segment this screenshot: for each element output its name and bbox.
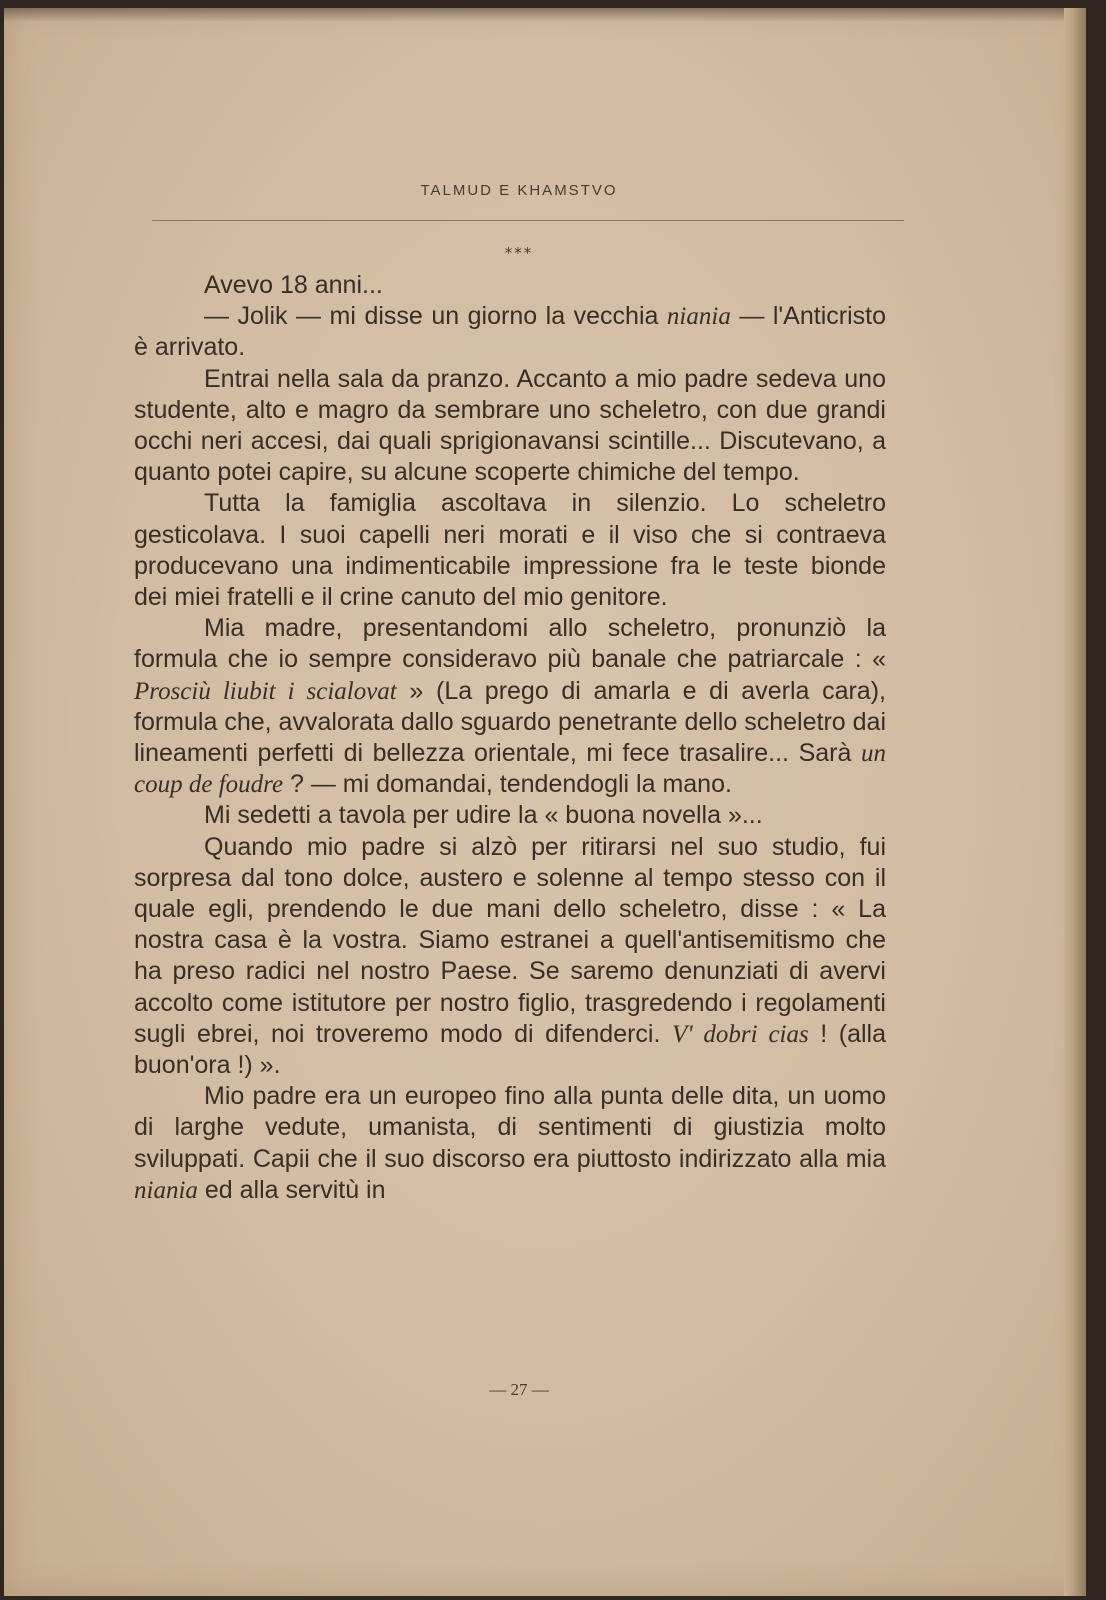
text-run: Entrai nella sala da pranzo. Accanto a mio padre sedeva uno studente, alto e magro da sembrare uno scheletro, con due grandi occhi neri accesi, dai quali sprigionavansi scintille... Discutevano, a quanto potei capire, su alcune scoperte chimiche del tempo. [134, 364, 886, 487]
text-run: — Jolik — mi disse un giorno la vecchia [204, 302, 667, 331]
book-page [4, 8, 1086, 1596]
paragraph [134, 488, 886, 613]
text-run: ed alla servitù in [197, 1175, 386, 1204]
italic-phrase: niania [666, 303, 731, 331]
paragraph [134, 1081, 886, 1206]
text-run: Tutta la famiglia ascoltava in silenzio. Lo scheletro gesticolava. I suoi capelli neri morati e il viso che si contraeva producevano una indimenticabile impressione fra le teste bionde dei miei fratelli e il crine canuto del mio genitore. [134, 489, 886, 612]
page-edge [1064, 8, 1086, 1596]
paragraph [134, 832, 886, 1082]
italic-phrase: niania [134, 1176, 198, 1204]
paragraph [134, 270, 886, 301]
section-ornament: *** [504, 244, 534, 262]
body-text [134, 270, 886, 1206]
text-run: ? — mi domandai, tendendogli la mano. [283, 770, 732, 799]
top-edge-shadow [4, 8, 1086, 22]
text-run: Mio padre era un europeo fino alla punta delle dita, un uomo di larghe vedute, umanista, di sentimenti di giustizia molto sviluppati. Capii che il suo discorso era piuttosto indirizzato alla mia [134, 1082, 886, 1173]
paragraph [134, 613, 886, 800]
text-run: Avevo 18 anni... [204, 271, 383, 299]
text-run: Mia madre, presentandomi allo scheletro, pronunziò la formula che io sempre consideravo più banale che patriarcale : « [134, 614, 886, 674]
text-run: » (La prego di amarla e di averla cara), formula che, avvalorata dallo sguardo penetrante dello scheletro dai lineamenti perfetti di bellezza orientale, mi fece trasalire... Sarà [134, 676, 886, 768]
italic-phrase: V' dobri cias [671, 1020, 809, 1048]
text-run: ! (alla buon'ora !) ». [134, 1019, 886, 1080]
paragraph [134, 800, 886, 831]
text-run: Mi sedetti a tavola per udire la « buona novella »... [204, 801, 763, 830]
header-rule [152, 220, 904, 221]
italic-phrase: Prosciù liubit i scialovat [134, 677, 397, 705]
text-run: — l'Anticristo è arrivato. [134, 302, 886, 362]
text-run: Quando mio padre si alzò per ritirarsi nel suo studio, fui sorpresa dal tono dolce, austero e solenne al tempo stesso con il quale egli, prendendo le due mani dello scheletro, disse : « La nostra casa è la vostra. Siamo estranei a quell'antisemitismo che ha preso radici nel nostro Paese. Se saremo denunziati di avervi accolto come istitutore per nostro figlio, trasgredendo i regolamenti sugli ebrei, noi troveremo modo di difenderci. [134, 832, 886, 1048]
paragraph [134, 364, 886, 489]
italic-phrase: un coup de foudre [134, 740, 886, 799]
paragraph [134, 301, 886, 363]
page-number: — 27 — [489, 1380, 549, 1399]
running-head: TALMUD E KHAMSTVO [420, 182, 618, 199]
